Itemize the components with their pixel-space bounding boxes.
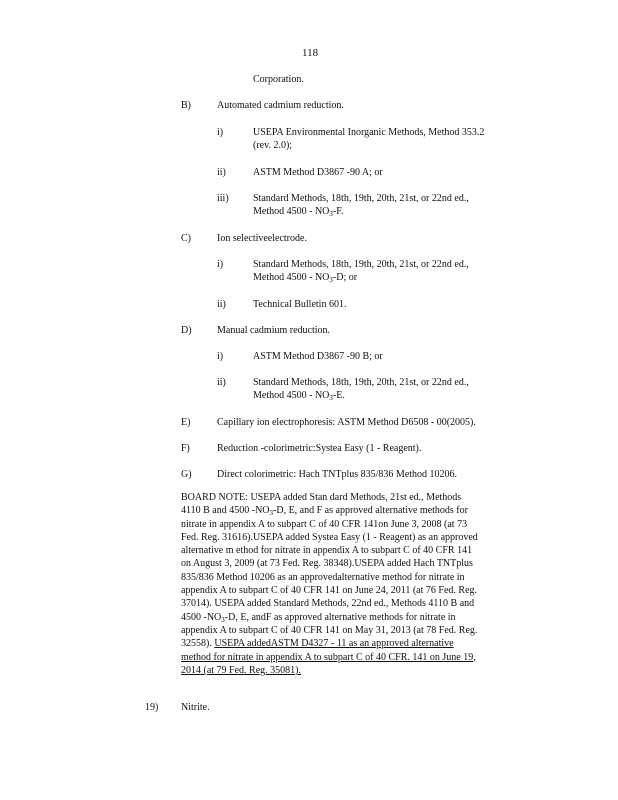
board-note-line: 835/836 Method 10206 as an approvedalternative method for nitrate in bbox=[181, 571, 465, 583]
item-d-ii-num: ii) bbox=[217, 377, 226, 388]
board-note-line: 4110 B and 4500 $-NO_3-D$, E, and F as approved alternative methods for bbox=[181, 505, 468, 518]
item-c-i-line2: Method $4500 - NO_3-D$; or bbox=[253, 272, 358, 284]
board-note-line: 32558). USEPA addedASTM D4327 - 11 as an approved alternative bbox=[181, 638, 454, 650]
item-g-letter: G) bbox=[181, 469, 192, 480]
item-b-letter: B) bbox=[181, 100, 191, 111]
item-c-ii-line1: Technical Bulletin 601. bbox=[253, 299, 347, 310]
board-note-line: BOARD NOTE: USEPA added Stan dard Methods, 21st ed., Methods bbox=[181, 492, 462, 503]
item-e-title: Capillary ion electrophoresis: ASTM Method D6508 - 00(2005). bbox=[217, 417, 476, 428]
page-number: 118 bbox=[302, 47, 319, 59]
item-b-i-num: i) bbox=[217, 127, 224, 138]
item-c-i-num: i) bbox=[217, 259, 224, 270]
continuation-text: Corporation. bbox=[253, 74, 304, 85]
item-b-title: Automated cadmium reduction. bbox=[217, 100, 344, 111]
item-d-letter: D) bbox=[181, 325, 192, 336]
item-b-ii-line1: ASTM Method D3867 -90 A; or bbox=[253, 167, 383, 178]
item-c-i-line1: Standard Methods, 18th, 19th, 20th, 21st, or 22nd ed., bbox=[253, 259, 469, 270]
board-note-line-underlined: 2014 (at 79 Fed. Reg. 35081). bbox=[181, 664, 301, 676]
board-note-line: 4500 $-NO_3-D$, E, andF as approved alternative methods for nitrate in bbox=[181, 611, 456, 624]
board-note-line: alternative m ethod for nitrate in appendix A to subpart C of 40 CFR 141 bbox=[181, 545, 473, 557]
board-note-line-underlined: method for nitrate in appendix A to subpart C of 40 CFR. 141 on June 19, bbox=[181, 651, 476, 663]
item-d-ii-line2: Method $4500 - NO_3-E$. bbox=[253, 390, 345, 402]
item-b-i-line2: (rev. 2.0); bbox=[253, 140, 293, 151]
item-d-i-num: i) bbox=[217, 351, 224, 362]
item-b-iii-num: iii) bbox=[217, 193, 229, 204]
board-note bbox=[181, 491, 537, 677]
item-b-iii-line1: Standard Methods, 18th, 19th, 20th, 21st, or 22nd ed., bbox=[253, 193, 469, 204]
item-c-title: Ion selectiveelectrode. bbox=[217, 233, 307, 244]
item-g-title: Direct colorimetric: Hach TNTplus 835/836 Method 10206. bbox=[217, 469, 458, 480]
board-note-line: appendix A to subpart C of 40 CFR 141 on June 24, 2011 (at 76 Fed. Reg. bbox=[181, 585, 478, 597]
item-f-title: Reduction -colorimetric:Systea Easy (1 - Reagent). bbox=[217, 443, 422, 454]
board-note-line: Fed. Reg. 31616).USEPA added Systea Easy (1 - Reagent) as an approved bbox=[181, 531, 478, 543]
item-19-title: Nitrite. bbox=[181, 702, 210, 713]
item-d-title: Manual cadmium reduction. bbox=[217, 325, 331, 336]
board-note-line: 37014). USEPA added Standard Methods, 22nd ed., Methods 4110 B and bbox=[181, 598, 475, 610]
item-d-ii-line1: Standard Methods, 18th, 19th, 20th, 21st, or 22nd ed., bbox=[253, 377, 469, 388]
item-b-i-line1: USEPA Environmental Inorganic Methods, Method 353.2 bbox=[253, 127, 485, 138]
item-b-iii-line2: Method $4500 - NO_3-F$. bbox=[253, 206, 344, 218]
board-note-line: on August 3, 2009 (at 73 Fed. Reg. 38348).USEPA added Hach TNTplus bbox=[181, 558, 473, 570]
board-note-line: appendix A to subpart C of 40 CFR 141 on May 31, 2013 (at 78 Fed. Reg. bbox=[181, 624, 478, 636]
item-f-letter: F) bbox=[181, 443, 190, 454]
board-note-line: nitrate in appendix A to subpart C of 40 CFR 141on June 3, 2008 (at 73 bbox=[181, 518, 468, 530]
item-19-number: 19) bbox=[145, 702, 159, 713]
item-e-letter: E) bbox=[181, 417, 191, 428]
item-d-i-line1: ASTM Method D3867 -90 B; or bbox=[253, 351, 383, 362]
item-c-ii-num: ii) bbox=[217, 299, 226, 310]
board-note-underlined: USEPA addedASTM D4327 - 11 as an approved alternative bbox=[214, 638, 454, 650]
item-b-ii-num: ii) bbox=[217, 167, 226, 178]
item-c-letter: C) bbox=[181, 233, 191, 244]
